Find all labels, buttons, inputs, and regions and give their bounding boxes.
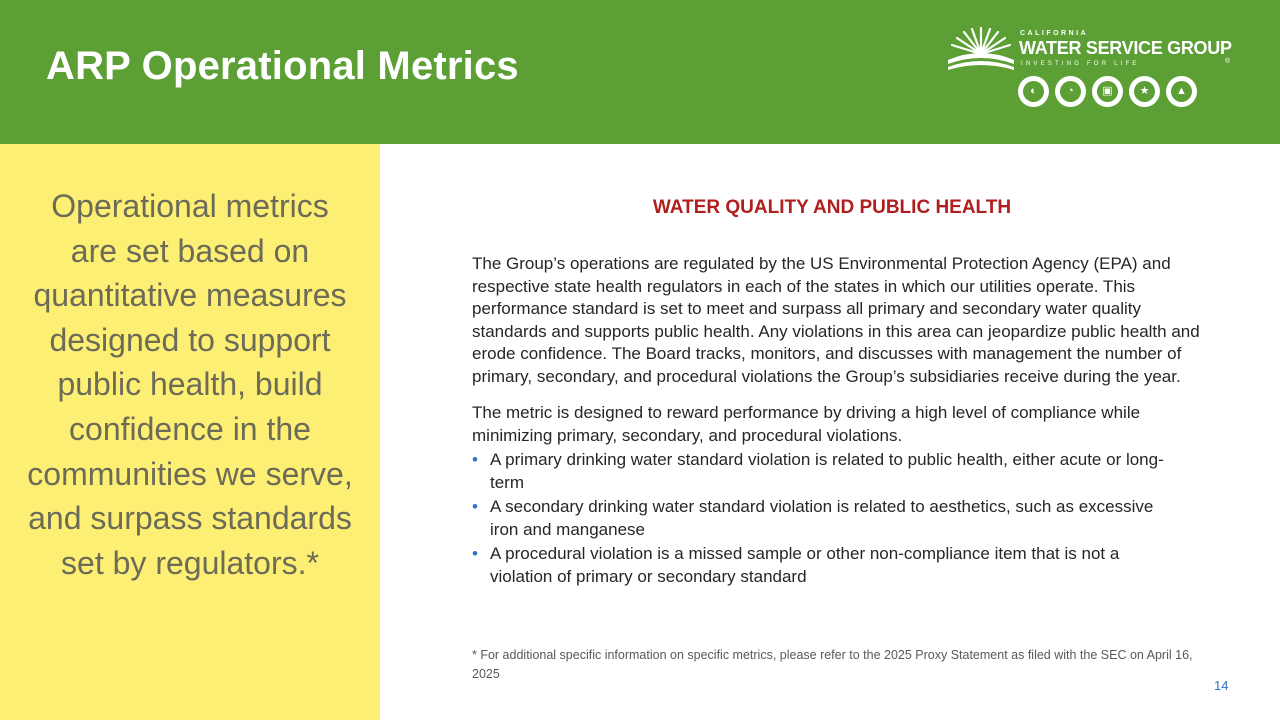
sidebar-panel [0,144,380,720]
subsidiary-seals [1018,76,1197,107]
washington-seal-icon: ▲ [1166,76,1197,107]
page-number: 14 [1214,678,1229,693]
main-content [472,253,1207,588]
logo-state-text: CALIFORNIA [1020,30,1089,37]
section-heading: WATER QUALITY AND PUBLIC HEALTH [652,197,1012,218]
header-bar [0,0,1280,144]
logo-company-name: WATER SERVICE GROUP [1019,38,1232,58]
hawaii-seal-icon: ◔ [1055,76,1086,107]
metric-paragraph: The metric is designed to reward performance by driving a high level of compliance while minimizing primary, secondary, and procedural violations. [472,403,1141,445]
list-item [472,449,1170,494]
regulation-paragraph: The Group’s operations are regulated by the US Environmental Protection Agency (EPA) and respective state health regulators in each of the states in which our utilities operate. This performance standard is set to meet and surpass all primary and secondary water quality standards and supports public health. Any violations in this area can jeopardize public health and erode confidence. The Board tracks, monitors, and discusses with management the number of primary, secondary, and procedural violations the Group’s subsidiaries receive during the year. [472,254,1200,386]
violation-list [472,449,1207,588]
texas-seal-icon: ★ [1129,76,1160,107]
bullet-icon: • [472,544,478,563]
list-item [472,496,1170,541]
company-logo [944,24,1244,120]
california-seal-icon: ◐ [1018,76,1049,107]
list-item-text: A primary drinking water standard violation is related to public health, either acute or long-term [490,450,1164,492]
bullet-icon: • [472,497,478,516]
registered-mark: ® [1225,58,1231,65]
footnote: * For additional specific information on specific metrics, please refer to the 2025 Proxy Statement as filed with the SEC on April 16, 2025 [472,648,1193,681]
bullet-icon: • [472,450,478,469]
sunrise-logo-icon [944,24,1018,74]
sidebar-summary: Operational metrics are set based on quantitative measures designed to support public health, build confidence in the communities we serve, and surpass standards set by regulators.* [27,188,353,581]
list-item [472,543,1170,588]
list-item-text: A procedural violation is a missed sample or other non-compliance item that is not a violation of primary or secondary standard [490,544,1120,586]
list-item-text: A secondary drinking water standard violation is related to aesthetics, such as excessive iron and manganese [490,497,1154,539]
logo-tagline: INVESTING FOR LIFE [1021,61,1140,67]
slide-title: ARP Operational Metrics [46,44,519,88]
new-mexico-seal-icon: ▣ [1092,76,1123,107]
